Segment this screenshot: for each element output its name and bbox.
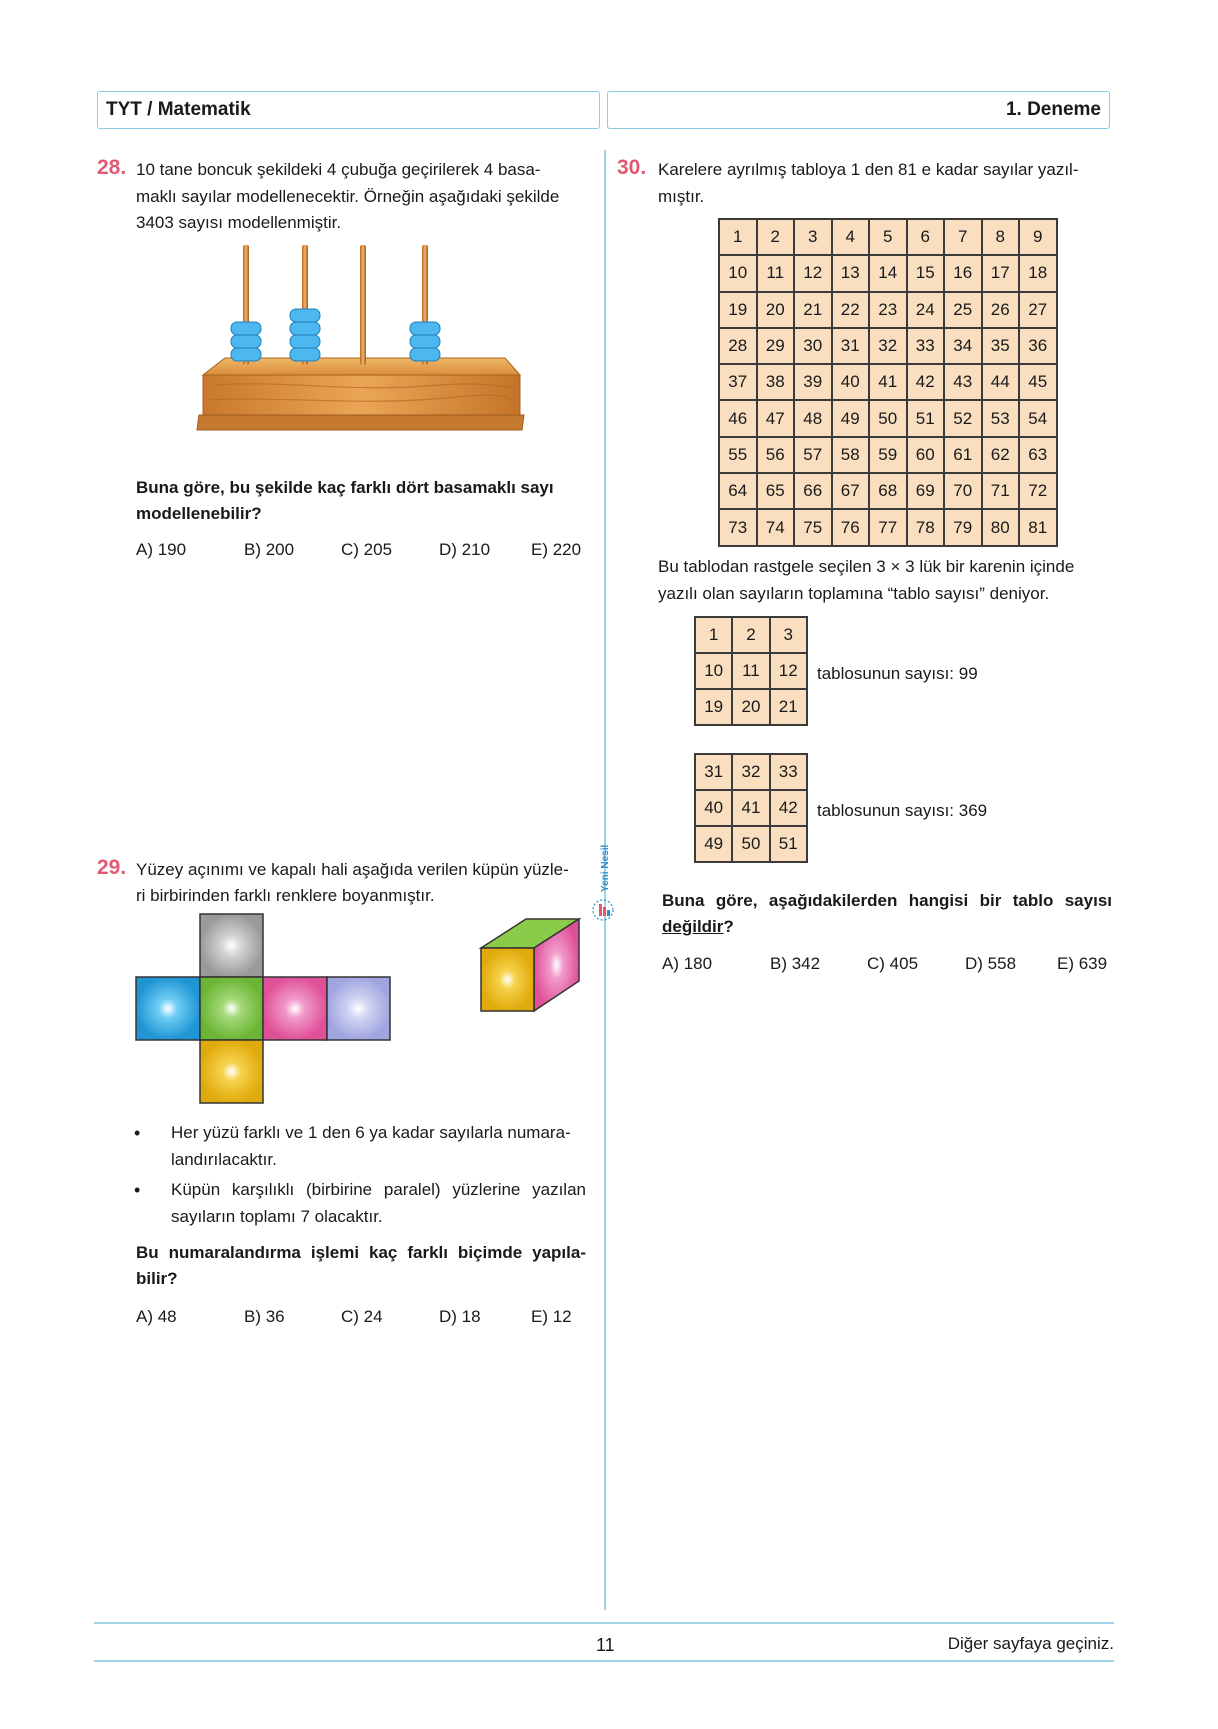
main-cell: 63 (1019, 437, 1057, 473)
q30-question-mark: ? (723, 917, 734, 936)
main-cell: 72 (1019, 473, 1057, 509)
main-cell: 40 (832, 364, 870, 400)
main-row (719, 400, 1057, 436)
abacus-base-front (203, 375, 520, 415)
example2-cell: 49 (695, 826, 732, 862)
example1-cell: 21 (770, 689, 807, 725)
main-cell: 75 (794, 509, 832, 545)
q30-text-line2: mıştır. (658, 187, 705, 206)
q30-text-line1: Karelere ayrılmış tabloya 1 den 81 e kadar sayılar yazıl- (658, 160, 1079, 179)
abacus-figure (195, 240, 530, 462)
q28-choice-d[interactable]: D) 210 (439, 540, 491, 559)
q28-question-line1: Buna göre, bu şekilde kaç farklı dört basamaklı sayı (136, 478, 554, 497)
example2-cell: 51 (770, 826, 807, 862)
main-cell: 9 (1019, 219, 1057, 255)
main-cell: 60 (907, 437, 945, 473)
main-cell: 48 (794, 400, 832, 436)
main-cell: 26 (982, 292, 1020, 328)
example1-cell: 12 (770, 653, 807, 689)
q30-question-line1: Buna göre, aşağıdakilerden hangisi bir tablo sayısı (662, 891, 1112, 910)
main-row (719, 364, 1057, 400)
main-cell: 8 (982, 219, 1020, 255)
main-cell: 59 (869, 437, 907, 473)
main-cell: 49 (832, 400, 870, 436)
header-exam: 1. Deneme (1005, 99, 1101, 120)
q28-text-line3: 3403 sayısı modellenmiştir. (136, 213, 342, 232)
net-face-yellow (200, 1040, 263, 1103)
main-cell: 18 (1019, 255, 1057, 291)
q29-question-line1: Bu numaralandırma işlemi kaç farklı biçimde yapıla- (136, 1243, 586, 1262)
main-row (719, 437, 1057, 473)
q29-bullet2-line1: Küpün karşılıklı (birbirine paralel) yüzlerine yazılan (171, 1180, 586, 1199)
example2-cell: 50 (732, 826, 769, 862)
main-cell: 1 (719, 219, 757, 255)
main-cell: 62 (982, 437, 1020, 473)
example1-cell: 20 (732, 689, 769, 725)
main-cell: 71 (982, 473, 1020, 509)
q30-choice-e[interactable]: E) 639 (1057, 954, 1108, 973)
q28-choice-e[interactable]: E) 220 (531, 540, 582, 559)
main-cell: 29 (757, 328, 795, 364)
main-cell: 23 (869, 292, 907, 328)
q30-choice-a[interactable]: A) 180 (662, 954, 713, 973)
main-cell: 80 (982, 509, 1020, 545)
main-cell: 65 (757, 473, 795, 509)
example2-cell: 32 (732, 754, 769, 790)
example1-cell: 1 (695, 617, 732, 653)
abacus-beads-rod-4 (410, 322, 440, 361)
example2-cell: 33 (770, 754, 807, 790)
q29-text-line2: ri birbirinden farklı renklere boyanmıştır. (136, 886, 435, 905)
q30-choice-d[interactable]: D) 558 (965, 954, 1017, 973)
main-cell: 20 (757, 292, 795, 328)
example2-cell: 42 (770, 790, 807, 826)
main-cell: 36 (1019, 328, 1057, 364)
header-exam-box (607, 91, 1110, 129)
main-row (719, 255, 1057, 291)
main-cell: 44 (982, 364, 1020, 400)
q29-question-line2: bilir? (136, 1269, 178, 1288)
main-cell: 45 (1019, 364, 1057, 400)
main-cell: 10 (719, 255, 757, 291)
q30-desc-line2: yazılı olan sayıların toplamına “tablo sayısı” deniyor. (658, 584, 1050, 603)
main-cell: 13 (832, 255, 870, 291)
q29-bullet-1-dot: • (134, 1123, 141, 1143)
main-cell: 53 (982, 400, 1020, 436)
abacus-beads-rod-2 (290, 309, 320, 361)
main-cell: 27 (1019, 292, 1057, 328)
main-cell: 14 (869, 255, 907, 291)
main-cell: 22 (832, 292, 870, 328)
abacus-base-foot (197, 415, 524, 430)
footer-next-page: Diğer sayfaya geçiniz. (947, 1634, 1114, 1653)
net-face-green (200, 977, 263, 1040)
cube-front-face (481, 948, 534, 1011)
main-cell: 66 (794, 473, 832, 509)
main-cell: 19 (719, 292, 757, 328)
main-cell: 15 (907, 255, 945, 291)
main-cell: 79 (944, 509, 982, 545)
main-cell: 58 (832, 437, 870, 473)
main-cell: 47 (757, 400, 795, 436)
main-cell: 57 (794, 437, 832, 473)
q29-bullet1-line2: landırılacaktır. (171, 1150, 277, 1169)
main-cell: 24 (907, 292, 945, 328)
main-row (719, 328, 1057, 364)
example2-cell: 41 (732, 790, 769, 826)
q29-bullet1-line1: Her yüzü farklı ve 1 den 6 ya kadar sayılarla numara- (171, 1123, 571, 1142)
main-cell: 41 (869, 364, 907, 400)
header-subject: TYT / Matematik (106, 99, 251, 120)
main-cell: 37 (719, 364, 757, 400)
q29-choice-a[interactable]: A) 48 (136, 1307, 177, 1326)
example1-cell: 2 (732, 617, 769, 653)
main-cell: 38 (757, 364, 795, 400)
main-cell: 77 (869, 509, 907, 545)
q29-choice-c[interactable]: C) 24 (341, 1307, 383, 1326)
q30-question-underlined: değildir (662, 917, 724, 936)
q29-bullet-2-dot: • (134, 1180, 141, 1200)
example2-cell: 31 (695, 754, 732, 790)
main-cell: 69 (907, 473, 945, 509)
example1-row (695, 617, 807, 653)
net-face-lavender (327, 977, 390, 1040)
main-row (719, 473, 1057, 509)
main-cell: 76 (832, 509, 870, 545)
main-row (719, 219, 1057, 255)
main-cell: 43 (944, 364, 982, 400)
footer-line-top (94, 1622, 1114, 1624)
net-face-blue (136, 977, 200, 1040)
yeni-nesil-badge (588, 836, 618, 926)
header-subject-box (97, 91, 600, 129)
main-cell: 7 (944, 219, 982, 255)
q29-choice-e[interactable]: E) 12 (531, 1307, 572, 1326)
example1-cell: 19 (695, 689, 732, 725)
main-cell: 61 (944, 437, 982, 473)
main-cell: 33 (907, 328, 945, 364)
example2-row (695, 754, 807, 790)
q30-desc-line1: Bu tablodan rastgele seçilen 3 × 3 lük bir karenin içinde (658, 557, 1075, 576)
main-cell: 32 (869, 328, 907, 364)
example-table-2 (694, 753, 808, 863)
main-cell: 70 (944, 473, 982, 509)
footer-line-bottom (94, 1660, 1114, 1662)
main-cell: 50 (869, 400, 907, 436)
main-cell: 28 (719, 328, 757, 364)
main-cell: 68 (869, 473, 907, 509)
example1-cell: 11 (732, 653, 769, 689)
main-cell: 81 (1019, 509, 1057, 545)
q28-choice-a[interactable]: A) 190 (136, 540, 187, 559)
main-cell: 16 (944, 255, 982, 291)
q29-choice-d[interactable]: D) 18 (439, 1307, 481, 1326)
main-cell: 51 (907, 400, 945, 436)
main-cell: 64 (719, 473, 757, 509)
main-cell: 4 (832, 219, 870, 255)
q28-question-line2: modellenebilir? (136, 504, 262, 523)
q28-number: 28. (97, 156, 127, 179)
q28-text-line2: maklı sayılar modellenecektir. Örneğin aşağıdaki şekilde (136, 187, 560, 206)
q29-text-line1: Yüzey açınımı ve kapalı hali aşağıda verilen küpün yüzle- (136, 860, 569, 879)
q29-number: 29. (97, 856, 127, 879)
example1-cell: 3 (770, 617, 807, 653)
page-number: 11 (596, 1635, 615, 1655)
q30-choice-b[interactable]: B) 342 (770, 954, 821, 973)
q29-choice-b[interactable]: B) 36 (244, 1307, 285, 1326)
q30-number: 30. (617, 156, 647, 179)
main-cell: 25 (944, 292, 982, 328)
main-cell: 42 (907, 364, 945, 400)
example2-cell: 40 (695, 790, 732, 826)
main-cell: 46 (719, 400, 757, 436)
q28-choice-b[interactable]: B) 200 (244, 540, 295, 559)
number-table-81 (718, 218, 1058, 547)
example2-row (695, 826, 807, 862)
main-row (719, 292, 1057, 328)
net-face-gray (200, 914, 263, 977)
main-cell: 73 (719, 509, 757, 545)
main-cell: 39 (794, 364, 832, 400)
abacus-rod-3 (360, 245, 366, 365)
main-cell: 11 (757, 255, 795, 291)
main-cell: 54 (1019, 400, 1057, 436)
main-cell: 17 (982, 255, 1020, 291)
main-row (719, 509, 1057, 545)
q28-choice-c[interactable]: C) 205 (341, 540, 393, 559)
main-cell: 5 (869, 219, 907, 255)
main-cell: 74 (757, 509, 795, 545)
main-cell: 56 (757, 437, 795, 473)
q30-question-line2 (662, 913, 734, 940)
main-cell: 35 (982, 328, 1020, 364)
example2-row (695, 790, 807, 826)
main-cell: 30 (794, 328, 832, 364)
main-cell: 3 (794, 219, 832, 255)
q28-choices (136, 540, 596, 564)
main-cell: 6 (907, 219, 945, 255)
example-table-1 (694, 616, 808, 726)
cube-net-figure (134, 912, 604, 1108)
main-cell: 78 (907, 509, 945, 545)
main-cell: 12 (794, 255, 832, 291)
main-cell: 2 (757, 219, 795, 255)
main-cell: 31 (832, 328, 870, 364)
yeni-nesil-badge-text: Yeni Nesil (600, 844, 611, 892)
q29-choices (136, 1307, 596, 1331)
net-face-pink (263, 977, 327, 1040)
q30-choices (662, 954, 1112, 978)
main-cell: 67 (832, 473, 870, 509)
main-cell: 21 (794, 292, 832, 328)
main-cell: 52 (944, 400, 982, 436)
abacus-beads-rod-1 (231, 322, 261, 361)
q29-bullet2-line2: sayıların toplamı 7 olacaktır. (171, 1207, 383, 1226)
q30-choice-c[interactable]: C) 405 (867, 954, 919, 973)
example1-cell: 10 (695, 653, 732, 689)
example2-label: tablosunun sayısı: 369 (817, 801, 988, 820)
main-cell: 34 (944, 328, 982, 364)
example1-row (695, 653, 807, 689)
main-cell: 55 (719, 437, 757, 473)
example1-row (695, 689, 807, 725)
example1-label: tablosunun sayısı: 99 (817, 664, 978, 683)
q28-text-line1: 10 tane boncuk şekildeki 4 çubuğa geçirilerek 4 basa- (136, 160, 541, 179)
